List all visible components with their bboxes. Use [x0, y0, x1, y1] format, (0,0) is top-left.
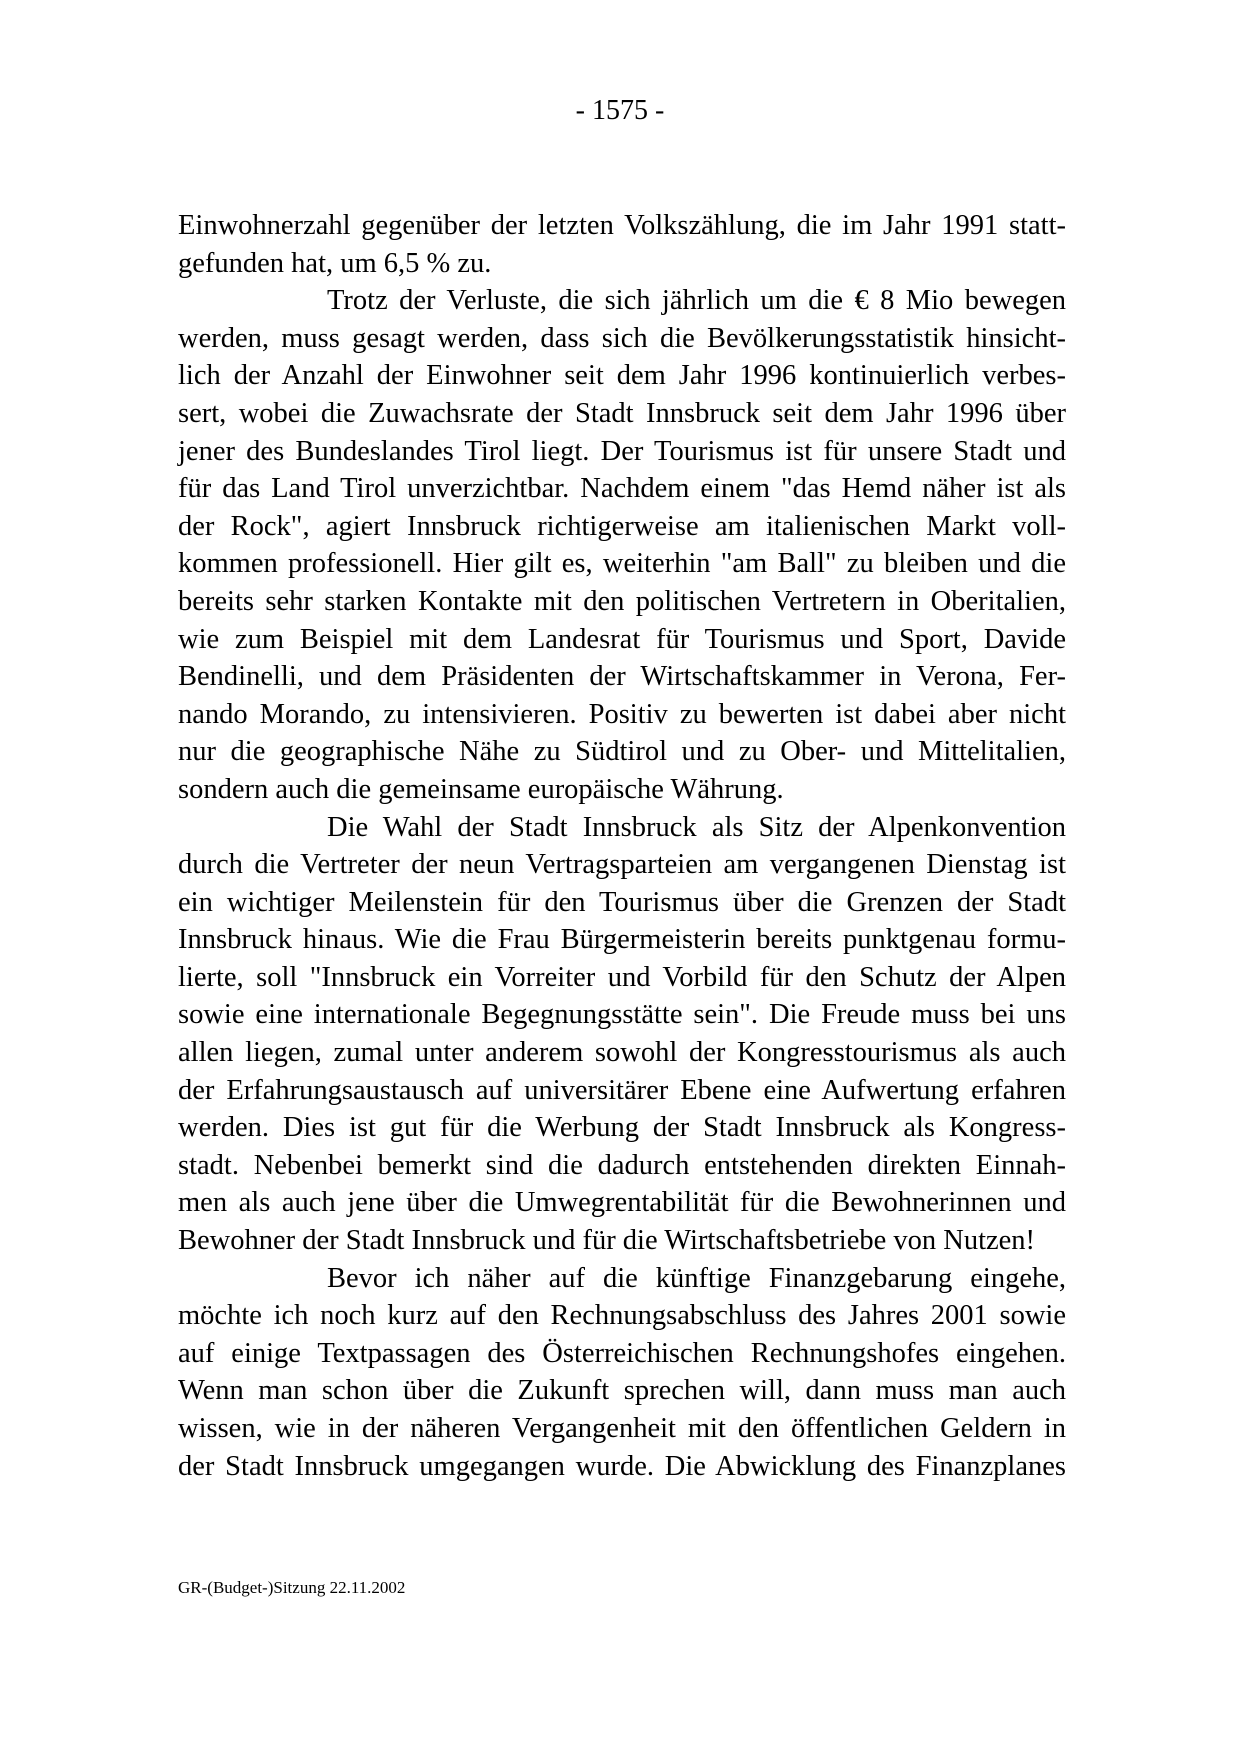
text-line: werden, muss gesagt werden, dass sich die Bevölkerungsstatistik hinsicht- — [178, 322, 1066, 354]
text-line: jener des Bundeslandes Tirol liegt. Der Tourismus ist für unsere Stadt und — [178, 435, 1066, 467]
text-line: ein wichtiger Meilenstein für den Tourismus über die Grenzen der Stadt — [178, 886, 1066, 918]
text-line: Trotz der Verluste, die sich jährlich um die € 8 Mio bewegen — [327, 285, 1066, 317]
text-line: gefunden hat, um 6,5 % zu. — [178, 247, 492, 279]
text-line: Bewohner der Stadt Innsbruck und für die Wirtschaftsbetriebe von Nutzen! — [178, 1225, 1036, 1257]
footer: GR-(Budget-)Sitzung 22.11.2002 — [178, 1578, 406, 1597]
text-line: durch die Vertreter der neun Vertragsparteien am vergangenen Dienstag ist — [178, 849, 1066, 881]
text-line: lierte, soll "Innsbruck ein Vorreiter und Vorbild für den Schutz der Alpen — [178, 961, 1066, 993]
paragraph — [178, 809, 1066, 1260]
text-line: lich der Anzahl der Einwohner seit dem Jahr 1996 kontinuierlich verbes- — [178, 360, 1066, 392]
text-line: nando Morando, zu intensivieren. Positiv zu bewerten ist dabei aber nicht — [178, 698, 1066, 730]
page-number: - 1575 - — [575, 95, 665, 126]
text-line: sowie eine internationale Begegnungsstätte sein". Die Freude muss bei uns — [178, 999, 1066, 1031]
text-line: der Rock", agiert Innsbruck richtigerweise am italienischen Markt voll- — [178, 510, 1066, 542]
paragraph — [178, 207, 1066, 282]
text-line: wie zum Beispiel mit dem Landesrat für Tourismus und Sport, Davide — [178, 623, 1066, 655]
text-line: allen liegen, zumal unter anderem sowohl der Kongresstourismus als auch — [178, 1037, 1066, 1069]
text-line: Die Wahl der Stadt Innsbruck als Sitz der Alpenkonvention — [327, 811, 1066, 843]
text-line: sert, wobei die Zuwachsrate der Stadt Innsbruck seit dem Jahr 1996 über — [178, 397, 1066, 429]
text-line: nur die geographische Nähe zu Südtirol und zu Ober- und Mittelitalien, — [178, 736, 1066, 768]
paragraph — [178, 282, 1066, 808]
paragraph — [178, 1260, 1066, 1486]
text-line: stadt. Nebenbei bemerkt sind die dadurch entstehenden direkten Einnah- — [178, 1149, 1066, 1181]
text-line: Wenn man schon über die Zukunft sprechen will, dann muss man auch — [178, 1375, 1066, 1407]
body-text — [178, 207, 1066, 1485]
text-line: auf einige Textpassagen des Österreichischen Rechnungshofes eingehen. — [178, 1337, 1066, 1369]
text-line: wissen, wie in der näheren Vergangenheit mit den öffentlichen Geldern in — [178, 1413, 1066, 1444]
text-line: der Erfahrungsaustausch auf universitärer Ebene eine Aufwertung erfahren — [178, 1074, 1066, 1106]
text-line: Bendinelli, und dem Präsidenten der Wirtschaftskammer in Verona, Fer- — [178, 661, 1066, 693]
text-line: men als auch jene über die Umwegrentabilität für die Bewohnerinnen und — [178, 1187, 1066, 1219]
text-line: werden. Dies ist gut für die Werbung der Stadt Innsbruck als Kongress- — [178, 1112, 1066, 1144]
text-line: kommen professionell. Hier gilt es, weiterhin "am Ball" zu bleiben und die — [178, 548, 1066, 580]
text-line: der Stadt Innsbruck umgegangen wurde. Die Abwicklung des Finanzplanes — [178, 1450, 1066, 1482]
text-line: Einwohnerzahl gegenüber der letzten Volkszählung, die im Jahr 1991 statt- — [178, 210, 1066, 241]
text-line: möchte ich noch kurz auf den Rechnungsabschluss des Jahres 2001 sowie — [178, 1300, 1066, 1332]
text-line: sondern auch die gemeinsame europäische Währung. — [178, 773, 784, 805]
text-line: Bevor ich näher auf die künftige Finanzgebarung eingehe, — [327, 1262, 1066, 1294]
text-line: Innsbruck hinaus. Wie die Frau Bürgermeisterin bereits punktgenau formu- — [178, 924, 1066, 956]
text-line: für das Land Tirol unverzichtbar. Nachdem einem "das Hemd näher ist als — [178, 473, 1066, 505]
text-line: bereits sehr starken Kontakte mit den politischen Vertretern in Oberitalien, — [178, 585, 1066, 617]
